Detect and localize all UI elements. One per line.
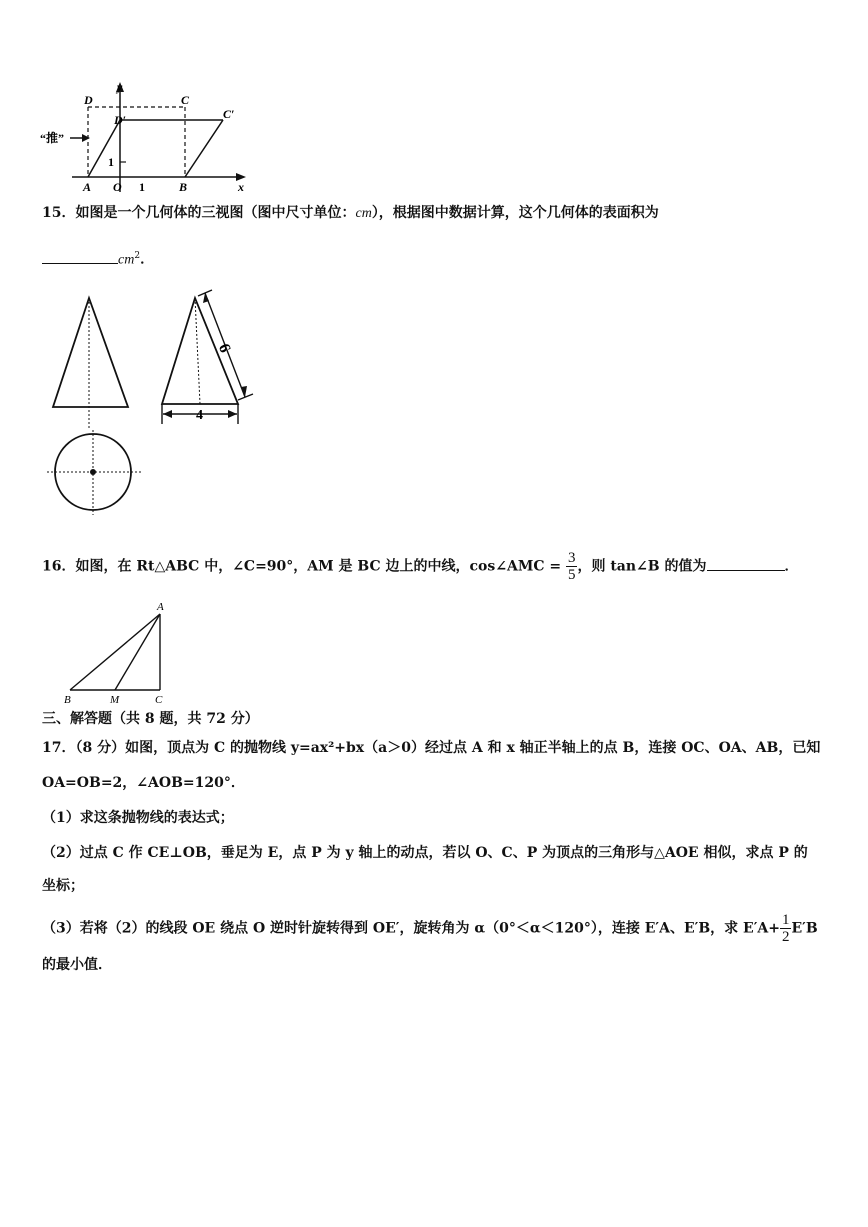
label-x-axis: x	[238, 180, 244, 194]
q15-unit2: cm	[118, 252, 135, 268]
label-C-prime: C′	[223, 107, 235, 121]
label-tri-A: A	[157, 601, 164, 613]
fraction-1-2	[780, 912, 792, 945]
q16-end: ．	[784, 558, 799, 575]
q16-text2: ，则 tan∠B 的值为	[577, 558, 707, 575]
fraction-num: 3	[567, 550, 576, 566]
label-tri-C: C	[155, 694, 163, 706]
q17-part3-line1	[42, 912, 818, 945]
dim-slant-6: 6	[214, 341, 234, 356]
q15-text: 15．如图是一个几何体的三视图（图中尺寸单位：	[42, 205, 356, 221]
label-y-axis: y	[117, 80, 123, 94]
label-D: D	[84, 93, 93, 107]
q17-part3-line2: 的最小值．	[42, 957, 112, 973]
q17-part2-line2: 坐标；	[42, 878, 84, 894]
q16-text: 16．如图，在 Rt△ABC 中，∠C=90°，AM 是 BC 边上的中线，cos∠AMC =	[42, 558, 562, 575]
q17-part1: （1）求这条抛物线的表达式；	[42, 810, 234, 826]
q15-end: ．	[140, 251, 155, 268]
label-C: C	[181, 93, 190, 107]
label-tri-M: M	[110, 694, 120, 706]
fraction-num: 1	[781, 912, 790, 928]
section-3-heading: 三、解答题（共 8 题，共 72 分）	[42, 711, 259, 727]
q17-part2-line1: （2）过点 C 作 CE⊥OB，垂足为 E，点 P 为 y 轴上的动点，若以 O、C、P 为顶点的三角形与△AOE 相似，求点 P 的	[42, 845, 808, 861]
dim-base-4: 4	[196, 408, 203, 423]
q17-line2: OA=OB=2，∠AOB=120°．	[42, 775, 245, 791]
label-A: A	[83, 180, 92, 194]
q17-p3b: E′B	[791, 920, 818, 937]
q15-text2: ），根据图中数据计算，这个几何体的表面积为	[371, 205, 659, 221]
label-one-y: 1	[108, 155, 114, 169]
q17-p3a: （3）若将（2）的线段 OE 绕点 O 逆时针旋转得到 OE′，旋转角为 α（0°＜α＜120°），连接 E′A、E′B，求 E′A+	[42, 920, 780, 937]
label-D-prime: D′	[114, 113, 127, 127]
fraction-den: 2	[781, 929, 790, 945]
q15-sup: 2	[134, 251, 141, 261]
label-B: B	[179, 180, 188, 194]
label-push: “推”	[40, 131, 65, 145]
q15-unit: cm	[355, 206, 372, 221]
label-tri-B: B	[64, 694, 71, 706]
q17-line1: 17．（8 分）如图，顶点为 C 的抛物线 y=ax²+bx（a＞0）经过点 A 和 x 轴正半轴上的点 B，连接 OC、OA、AB，已知	[42, 740, 821, 756]
fraction-den: 5	[567, 567, 576, 583]
label-O: O	[113, 180, 122, 194]
label-one-x: 1	[139, 180, 145, 194]
